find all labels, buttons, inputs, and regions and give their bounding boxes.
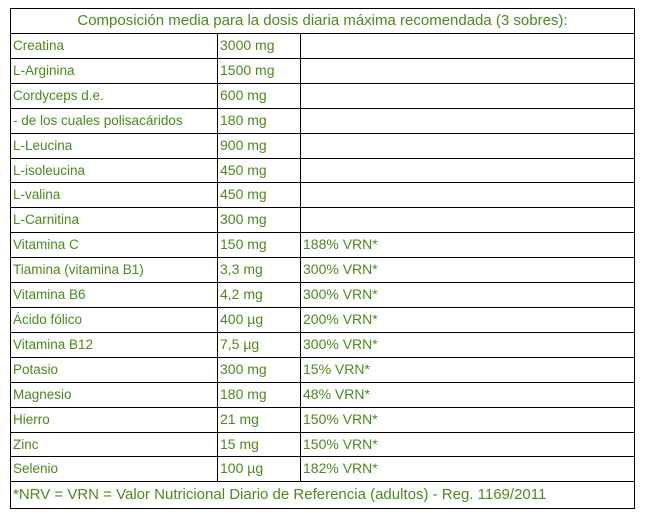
nutrient-name-cell: L-Leucina [11,133,218,158]
nutrient-name-cell: Ácido fólico [11,307,218,332]
nutrient-name-cell: Selenio [11,457,218,482]
nutrient-amount-cell: 100 µg [218,457,301,482]
nutrient-name-cell: L-valina [11,183,218,208]
nutrient-name-cell: Vitamina B12 [11,332,218,357]
nutrient-amount-cell: 450 mg [218,158,301,183]
table-row [11,83,635,108]
nutrient-amount-cell: 300 mg [218,208,301,233]
nutrient-vrn-cell: 200% VRN* [301,307,635,332]
nutrient-amount-cell: 4,2 mg [218,283,301,308]
nutrient-vrn-cell: 300% VRN* [301,332,635,357]
table-row [11,183,635,208]
table-row [11,283,635,308]
nutrient-vrn-cell [301,183,635,208]
table-row [11,233,635,258]
nutrient-vrn-cell: 300% VRN* [301,283,635,308]
nutrient-name-cell: Zinc [11,432,218,457]
table-row [11,208,635,233]
nutrient-name-cell: L-Arginina [11,58,218,83]
nutrient-amount-cell: 400 µg [218,307,301,332]
nutrient-vrn-cell: 150% VRN* [301,407,635,432]
nutrient-name-cell: Vitamina C [11,233,218,258]
nutrient-vrn-cell: 15% VRN* [301,357,635,382]
table-row [11,457,635,482]
nutrient-amount-cell: 1500 mg [218,58,301,83]
nutrient-vrn-cell: 48% VRN* [301,382,635,407]
nutrition-table [10,8,635,509]
nutrient-amount-cell: 150 mg [218,233,301,258]
table-row [11,382,635,407]
nutrient-amount-cell: 180 mg [218,382,301,407]
nutrient-amount-cell: 600 mg [218,83,301,108]
table-row [11,58,635,83]
table-row [11,407,635,432]
nutrient-amount-cell: 450 mg [218,183,301,208]
nutrient-name-cell: L-isoleucina [11,158,218,183]
table-footnote-row [11,482,635,509]
table-row [11,133,635,158]
table-row [11,307,635,332]
nutrient-vrn-cell: 300% VRN* [301,258,635,283]
table-row [11,357,635,382]
nutrient-amount-cell: 180 mg [218,108,301,133]
nutrition-table-container [10,8,634,509]
table-row [11,332,635,357]
table-row [11,432,635,457]
nutrient-amount-cell: 3,3 mg [218,258,301,283]
nutrient-amount-cell: 7,5 µg [218,332,301,357]
nutrient-name-cell: Potasio [11,357,218,382]
nutrient-name-cell: - de los cuales polisacáridos [11,108,218,133]
nutrient-amount-cell: 900 mg [218,133,301,158]
nutrient-vrn-cell: 150% VRN* [301,432,635,457]
nutrient-name-cell: Tiamina (vitamina B1) [11,258,218,283]
nutrient-name-cell: Magnesio [11,382,218,407]
nutrient-name-cell: Cordyceps d.e. [11,83,218,108]
nutrient-name-cell: Hierro [11,407,218,432]
nutrient-name-cell: Vitamina B6 [11,283,218,308]
table-title-row [11,9,635,34]
nutrient-name-cell: Creatina [11,34,218,59]
table-row [11,34,635,59]
nutrient-vrn-cell [301,34,635,59]
table-row [11,258,635,283]
table-row [11,158,635,183]
nutrient-vrn-cell [301,58,635,83]
nutrient-amount-cell: 300 mg [218,357,301,382]
nutrient-vrn-cell [301,133,635,158]
nutrient-name-cell: L-Carnitina [11,208,218,233]
table-row [11,108,635,133]
nutrient-vrn-cell: 188% VRN* [301,233,635,258]
nutrient-vrn-cell [301,158,635,183]
nutrient-vrn-cell [301,83,635,108]
nutrient-amount-cell: 15 mg [218,432,301,457]
nutrient-amount-cell: 3000 mg [218,34,301,59]
nutrient-vrn-cell: 182% VRN* [301,457,635,482]
table-footnote: *NRV = VRN = Valor Nutricional Diario de Referencia (adultos) - Reg. 1169/2011 [11,482,635,509]
nutrient-amount-cell: 21 mg [218,407,301,432]
nutrient-vrn-cell [301,108,635,133]
nutrient-vrn-cell [301,208,635,233]
table-title: Composición media para la dosis diaria máxima recomendada (3 sobres): [11,9,635,34]
